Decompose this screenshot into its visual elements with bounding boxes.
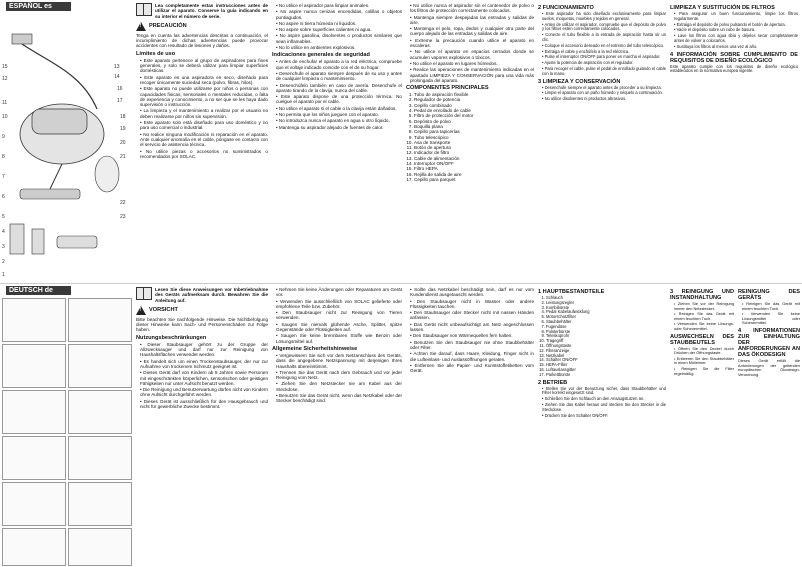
warning-triangle-icon: !	[136, 22, 146, 31]
list-item: • No aspire gasolina, disolventes o productos similares que sean inflamables.	[276, 33, 402, 44]
safety-heading: Allgemeine Sicherheitshinweise	[272, 345, 358, 352]
components-heading: COMPONENTES PRINCIPALES	[406, 85, 489, 92]
list-item: • Ziehen Sie das Kabel heraus und stecken Sie den Stecker in die Steckdose.	[542, 403, 666, 413]
list-item: 10. Asa de transporte	[414, 140, 534, 145]
list-item: • No utilice el aparato en lugares húmedos.	[410, 61, 534, 66]
list-item: • No utilice piezas o accesorios no suministrados o recomendados por SOLAC.	[140, 149, 268, 160]
list-item: • Vacíe el depósito sobre un cubo de basura.	[674, 28, 798, 33]
fig-number: 5	[2, 214, 5, 220]
german-page	[0, 284, 802, 567]
list-item: 6. Staubbehälter	[546, 320, 666, 325]
figure-panel	[2, 528, 66, 566]
list-item: • Antes de enchufar el aparato a la red eléctrica, compruebe que el voltaje indicado coincide con el de su hogar.	[276, 59, 402, 70]
figure-panel	[68, 436, 132, 480]
fig-number: 22	[120, 200, 126, 206]
list-item: • Extreme la precaución cuando utilice el aparato en escaleras.	[410, 38, 534, 49]
list-item: • Drücken Sie den Schalter ON/OFF.	[542, 414, 666, 419]
limits-list	[136, 58, 268, 159]
list-item: • Este aparato no puede utilizarse por niños o personas con capacidades físicas, sensoriales o mentales reducidas, o falta de experiencia y conocimiento, a no ser que se les haya dado supervisión o instrucción.	[140, 86, 268, 107]
list-item: 15. HEPA-Filter	[546, 363, 666, 368]
fig-number: 16	[117, 86, 123, 92]
text-column-2	[272, 287, 402, 405]
warning-title: VORSICHT	[149, 306, 178, 313]
figure-panel	[2, 298, 66, 342]
section-heading: LIMPIEZA Y SUSTITUCIÓN DE FILTROS	[670, 5, 775, 11]
list-item: • Dieser Staubsauger gehört zu der Gruppe der Allzwecksauger und darf nur zur Reinigung von Haushaltsflächen verwendet werden.	[140, 342, 268, 358]
list-item: 9. Tubo telescópico	[414, 135, 534, 140]
section-heading: 2 BETRIEB	[538, 379, 568, 386]
fig-number: 15	[2, 64, 8, 70]
list-item: 8. Cepillo para tapicerías	[414, 129, 534, 134]
list-item: 8. Polsterbürste	[546, 330, 666, 335]
fig-number: 12	[2, 76, 8, 82]
manual-book-icon	[136, 287, 152, 300]
list-item: • Ziehen Sie den Netzstecker nie am Kabel aus der Steckdose.	[276, 381, 402, 392]
list-item: • Para asegurar un buen funcionamiento, limpie los filtros regularmente.	[674, 12, 798, 22]
figure-panel	[68, 482, 132, 526]
list-item: • Trennen Sie das Gerät nach dem Gebrauch und vor jeder Reinigung vom Netz.	[276, 370, 402, 381]
list-item: • Nehmen Sie keine Änderungen oder Reparaturen am Gerät vor.	[276, 287, 402, 298]
list-item: • Realice las operaciones de mantenimiento indicadas en el apartado LIMPIEZA Y CONSERVACIÓN para una vida más prolongada del aparato.	[410, 67, 534, 83]
list-item: • Reinigen Sie das Gerät mit einem feuchten Tuch.	[674, 312, 734, 321]
fig-number: 14	[114, 74, 120, 80]
fig-number: 3	[2, 244, 5, 250]
list-item: • No utilice nunca el aspirador sin el contenedor de polvo o los filtros de protección correctamente colocados.	[410, 3, 534, 14]
list-item: • Pulse el interruptor ON/OFF para poner en marcha el aspirador.	[542, 55, 666, 60]
list-item: • Este aparato dispone de una protección térmica. No cuelgue el aparato por el cable.	[276, 94, 402, 105]
list-item: • No utilice disolventes ni productos abrasivos.	[542, 97, 666, 102]
list-item: 2. Regulador de potencia	[414, 97, 534, 102]
list-item: 14. Interruptor ON/OFF	[414, 161, 534, 166]
fig-number: 18	[120, 114, 126, 120]
text-column-1	[136, 3, 268, 160]
list-item: • Sollte das Netzkabel beschädigt sein, darf es nur vom Kundendienst ausgetauscht werden.	[410, 287, 534, 298]
list-item: • No aspire ni tierra húmeda ni líquidos.	[276, 21, 402, 26]
list-item: 5. Motorschutzfilter	[546, 315, 666, 320]
list-item: • Extraiga el cable y enchúfelo a la red eléctrica.	[542, 50, 666, 55]
list-item: • Benutzen Sie den Staubsauger nie ohne Staubbehälter oder Filter.	[410, 340, 534, 351]
components-list	[406, 92, 534, 182]
fig-number: 21	[120, 154, 126, 160]
text-column-5	[670, 3, 798, 75]
list-item: • No lo utilice en ambientes explosivos.	[276, 45, 402, 50]
list-item: • Coloque el accesorio deseado en el extremo del tubo telescópico.	[542, 44, 666, 49]
list-item: 17. Cepillo para parquet	[414, 177, 534, 182]
list-item: • Este aparato es una aspiradora en seco, diseñado para recoger únicamente suciedad seca (polvo, fibras, hilos).	[140, 75, 268, 86]
list-item: • Desenchufe el aparato siempre después de su uso y antes de cualquier limpieza o mantenimiento.	[276, 71, 402, 82]
fig-number: 2	[2, 259, 5, 265]
list-item: • Verwenden Sie keine Lösungs- oder Scheuermittel.	[674, 322, 734, 331]
list-item: • Mantenga siempre despejadas las entradas y salidas de aire.	[410, 15, 534, 26]
list-item: 3. Cepillo combinado	[414, 103, 534, 108]
warning-text: Tenga en cuenta las advertencias descritas a continuación, el incumplimiento de dichas advertencias puede provocar accidentes con resultado de lesiones y daños.	[136, 32, 268, 49]
text-column-4	[538, 3, 666, 103]
list-item: 10. Tragegriff	[546, 339, 666, 344]
list-item: 13. Netzkabel	[546, 354, 666, 359]
list-item: 6. Depósito de polvo	[414, 119, 534, 124]
section-heading: 2 FUNCIONAMIENTO	[538, 5, 594, 11]
list-item: • No permita que los niños jueguen con el aparato.	[276, 112, 402, 117]
warning-text: Bitte beachten Sie nachfolgende Hinweise. Die Nichtbefolgung dieser Hinweise kann Sach- und Personenschäden zur Folge haben.	[136, 316, 268, 333]
list-item: • Verwenden Sie ausschließlich von SOLAC gelieferte oder empfohlene Teile bzw. Zubehör.	[276, 299, 402, 310]
intro-text: Lesen Sie diese Anweisungen vor Inbetriebnahme des Geräts aufmerksam durch. Bewahren Sie die Anleitung auf.	[155, 287, 268, 303]
list-item: • Antes de utilizar el aspirador, compruebe que el depósito de polvo y los filtros estén correctamente colocados.	[542, 23, 666, 33]
paragraph: Este aparato cumple con los requisitos de diseño ecológico establecidos en la normativa europea vigente.	[670, 63, 798, 74]
text-column-1	[136, 287, 268, 410]
figure-panel	[2, 390, 66, 434]
safety-heading: Indicaciones generales de seguridad	[272, 52, 370, 59]
section-heading: 4 INFORMACIÓN SOBRE CUMPLIMIENTO DE REQUISITOS DE DISEÑO ECOLÓGICO	[670, 51, 798, 64]
list-item: • Den Staubsauger oder Stecker nicht mit nassen Händen anfassen.	[410, 310, 534, 321]
list-item: • Schließen Sie den Schlauch an den Ansaugstutzen an.	[542, 397, 666, 402]
list-item: • Sustituya los filtros al menos una vez al año.	[674, 45, 798, 50]
list-item: 14. Schalter ON/OFF	[546, 358, 666, 363]
list-item: • Dieses Gerät darf von Kindern ab 8 Jahren sowie Personen mit eingeschränkten körperlichen, sensorischen oder geistigen Fähigkeiten nur unter Aufsicht benutzt werden.	[140, 370, 268, 386]
section-heading: REINIGUNG DES GERÄTS	[738, 289, 800, 301]
list-item: • Vergewissern Sie sich vor dem Netzanschluss des Geräts, dass die angegebene Netzspannung mit derjenigen Ihres Haushalts übereinstimmt.	[276, 353, 402, 369]
list-item: • No utilice el aparato si el cable o la clavija están dañados.	[276, 106, 402, 111]
text-column-2	[272, 3, 402, 131]
figure-panel	[68, 344, 132, 388]
list-item: • Entleeren Sie den Staubbehälter in einen Mülleimer.	[674, 357, 734, 366]
list-item: • Dieses Gerät ist ausschließlich für den Hausgebrauch und nicht für gewerbliche Zwecke bestimmt.	[140, 399, 268, 410]
intro-box	[136, 287, 268, 304]
text-column-5	[670, 287, 734, 377]
list-item: • No aspire nunca cenizas encendidas, colillas o objetos puntiagudos.	[276, 9, 402, 20]
fig-number: 19	[120, 126, 126, 132]
text-column-3	[406, 287, 534, 374]
list-item: • Limpie el aparato con un paño húmedo y séquelo a continuación.	[542, 91, 666, 96]
list-item: 16. Rejilla de salida de aire	[414, 172, 534, 177]
list-item: 12. Filteranzeige	[546, 349, 666, 354]
list-item: • Reinigen Sie das Gerät mit einem feuchten Tuch.	[742, 302, 800, 311]
list-item: • No introduzca nunca el aparato en agua u otro líquido.	[276, 118, 402, 123]
list-item: • Ajuste la potencia de aspiración con el regulador.	[542, 61, 666, 66]
list-item: 15. Filtro HEPA	[414, 166, 534, 171]
warning-heading	[136, 306, 268, 315]
list-item: 16. Luftauslassgitter	[546, 368, 666, 373]
list-item: 4. Pedal de enrollado de cable	[414, 108, 534, 113]
language-header: DEUTSCH de	[6, 286, 71, 295]
list-item: 7. Fugendüse	[546, 325, 666, 330]
list-item: • Este aparato solo está diseñado para uso doméstico y no para uso comercial o industrial.	[140, 120, 268, 131]
figure-panel	[68, 298, 132, 342]
list-item: • No utilice el aparato en espacios cerrados donde se acumulen vapores explosivos o tóxicos.	[410, 49, 534, 60]
list-item: 3. Kombibürste	[546, 306, 666, 311]
list-item: • Desenchufe siempre el aparato antes de proceder a su limpieza.	[542, 86, 666, 91]
list-item: 13. Cable de alimentación	[414, 156, 534, 161]
vacuum-figure	[2, 14, 132, 282]
list-item: • Entfernen Sie alle Papier- und Kunststoffetiketten vom Gerät.	[410, 363, 534, 374]
list-item: • Extraiga el depósito de polvo pulsando el botón de apertura.	[674, 23, 798, 28]
spanish-page	[0, 0, 802, 283]
figure-panel	[2, 344, 66, 388]
limits-heading: Nutzungsbeschränkungen	[136, 334, 207, 341]
section-heading: 1 HAUPTBESTANDTEILE	[538, 289, 605, 295]
list-item: • Das Gerät nicht unbeaufsichtigt am Netz angeschlossen lassen.	[410, 322, 534, 333]
fig-number: 8	[2, 154, 5, 160]
list-item: • Verwenden Sie keine Lösungsmittel oder Scheuermittel.	[742, 312, 800, 326]
warning-heading	[136, 22, 268, 31]
list-item: • Es handelt sich um einen Trockenstaubsauger, der nur zur Aufnahme von trockenem Schmutz geeignet ist.	[140, 359, 268, 370]
list-item: • Mantenga el pelo, ropa, dedos y cualquier otra parte del cuerpo alejado de las entradas y salidas de aire.	[410, 26, 534, 37]
list-item: • Öffnen Sie den Deckel durch Drücken der Öffnungstaste.	[674, 347, 734, 356]
list-item: 7. Boquilla plana	[414, 124, 534, 129]
list-item: 4. Pedal Kabelaufwicklung	[546, 310, 666, 315]
figure-panel	[68, 528, 132, 566]
list-item: • Desenchúfelo también en caso de avería. Desenchufe el aparato tirando de la clavija, nunca del cable.	[276, 83, 402, 94]
intro-text: Lea completamente estas instrucciones antes de utilizar el aparato. Conserve la guía indicando en su interior el número de serie.	[155, 3, 268, 19]
paragraph: Dieses Gerät erfüllt die Anforderungen der geltenden europäischen Ökodesign-Verordnung.	[738, 357, 800, 377]
list-item: • Saugen Sie niemals glühende Asche, Splitter, spitze Gegenstände oder Flüssigkeiten auf.	[276, 322, 402, 333]
list-item: • Stellen Sie vor der Benutzung sicher, dass Staubbehälter und Filter korrekt eingesetzt sind.	[542, 387, 666, 397]
fig-number: 17	[117, 98, 123, 104]
list-item: • Este aparato pertenece al grupo de aspiradores para fines generales, y solo se deberá utilizar para limpiar superficies domésticas.	[140, 58, 268, 74]
intro-box	[136, 3, 268, 20]
fig-number: 13	[114, 64, 120, 70]
text-column-3	[406, 3, 534, 182]
list-item: 2. Leistungsregler	[546, 301, 666, 306]
fig-number: 6	[2, 194, 5, 200]
list-item: • Conecte el tubo flexible a la entrada de aspiración hasta oír un clic.	[542, 33, 666, 43]
section-heading: 4 INFORMATIONEN ZUR EINHALTUNG DER ANFORDERUNGEN AN DAS ÖKODESIGN	[738, 327, 800, 358]
list-item: 11. Botón de apertura	[414, 145, 534, 150]
list-item: • Ziehen Sie vor der Reinigung immer den Netzstecker.	[674, 302, 734, 311]
fig-number: 4	[2, 229, 5, 235]
list-item: 11. Öffnungstaste	[546, 344, 666, 349]
list-item: 9. Teleskoprohr	[546, 334, 666, 339]
list-item: • Den Staubsauger nicht zur Reinigung von Tieren verwenden.	[276, 310, 402, 321]
figure-panel	[2, 436, 66, 480]
list-item: 17. Parkettbürste	[546, 373, 666, 378]
figures-grid	[2, 298, 132, 566]
list-item: • Reinigen Sie die Filter regelmäßig.	[674, 367, 734, 376]
warning-triangle-icon: !	[136, 306, 146, 315]
language-header: ESPAÑOL es	[6, 2, 71, 11]
fig-number: 10	[2, 114, 8, 120]
list-item: • Lave los filtros con agua tibia y déjelos secar completamente antes de volver a colocarlos.	[674, 34, 798, 44]
limits-heading: Límites de uso	[136, 50, 176, 57]
list-item: • Para recoger el cable, pulse el pedal de enrollado guiando el cable con la mano.	[542, 67, 666, 77]
list-item: • La limpieza y el mantenimiento a realizar por el usuario no deben realizarse por niños sin supervisión.	[140, 108, 268, 119]
list-item: 5. Filtro de protección del motor	[414, 113, 534, 118]
section-heading: 3 LIMPIEZA Y CONSERVACIÓN	[538, 78, 621, 85]
section-heading: 3 REINIGUNG UND INSTANDHALTUNG	[670, 289, 734, 301]
list-item: • No aspire sobre superficies calientes ni agua.	[276, 27, 402, 32]
list-item: • Este aspirador ha sido diseñado exclusivamente para limpiar suelos, moquetas, muebles y tejidos en general.	[542, 12, 666, 22]
list-item: • Saugen Sie keine brennbaren Stoffe wie Benzin oder Lösungsmittel auf.	[276, 333, 402, 344]
list-item: 12. Indicador de filtro	[414, 150, 534, 155]
figure-panel	[68, 390, 132, 434]
list-item: • Die Reinigung und Benutzerwartung dürfen nicht von Kindern ohne Aufsicht durchgeführt werden.	[140, 387, 268, 398]
list-item: • Mantenga su aspirador alejado de fuentes de calor.	[276, 125, 402, 130]
list-item: • Den Staubsauger von Wärmequellen fern halten.	[410, 333, 534, 338]
text-column-6	[738, 287, 800, 378]
fig-number: 23	[120, 214, 126, 220]
section-heading: AUSWECHSELN DES STAUBBEUTELS	[670, 333, 734, 346]
list-item: 1. Tubo de aspiración flexible	[414, 92, 534, 97]
list-item: • Achten Sie darauf, dass Haare, Kleidung, Finger nicht in die Lufteinlass- und Auslassöffnungen geraten.	[410, 351, 534, 362]
components-list	[538, 296, 666, 378]
list-item: • No realice ninguna modificación ni reparación en el aparato. Ante cualquier anomalía en el cable, póngase en contacto con el servicio de asistencia técnica.	[140, 132, 268, 148]
fig-number: 7	[2, 174, 5, 180]
text-column-4	[538, 287, 666, 419]
list-item: • No utilice el aspirador para limpiar animales.	[276, 3, 402, 8]
fig-number: 9	[2, 134, 5, 140]
vacuum-illustration	[2, 14, 132, 282]
list-item: • Benutzen Sie das Gerät nicht, wenn das Netzkabel oder der Stecker beschädigt sind.	[276, 393, 402, 404]
fig-number: 11	[2, 100, 8, 106]
fig-number: 20	[120, 140, 126, 146]
list-item: • Den Staubsauger nicht in Wasser oder andere Flüssigkeiten tauchen.	[410, 299, 534, 310]
manual-book-icon	[136, 3, 152, 16]
fig-number: 1	[2, 272, 5, 278]
warning-title: PRECAUCIÓN	[149, 22, 187, 29]
list-item: 1. Schlauch	[546, 296, 666, 301]
figure-panel	[2, 482, 66, 526]
